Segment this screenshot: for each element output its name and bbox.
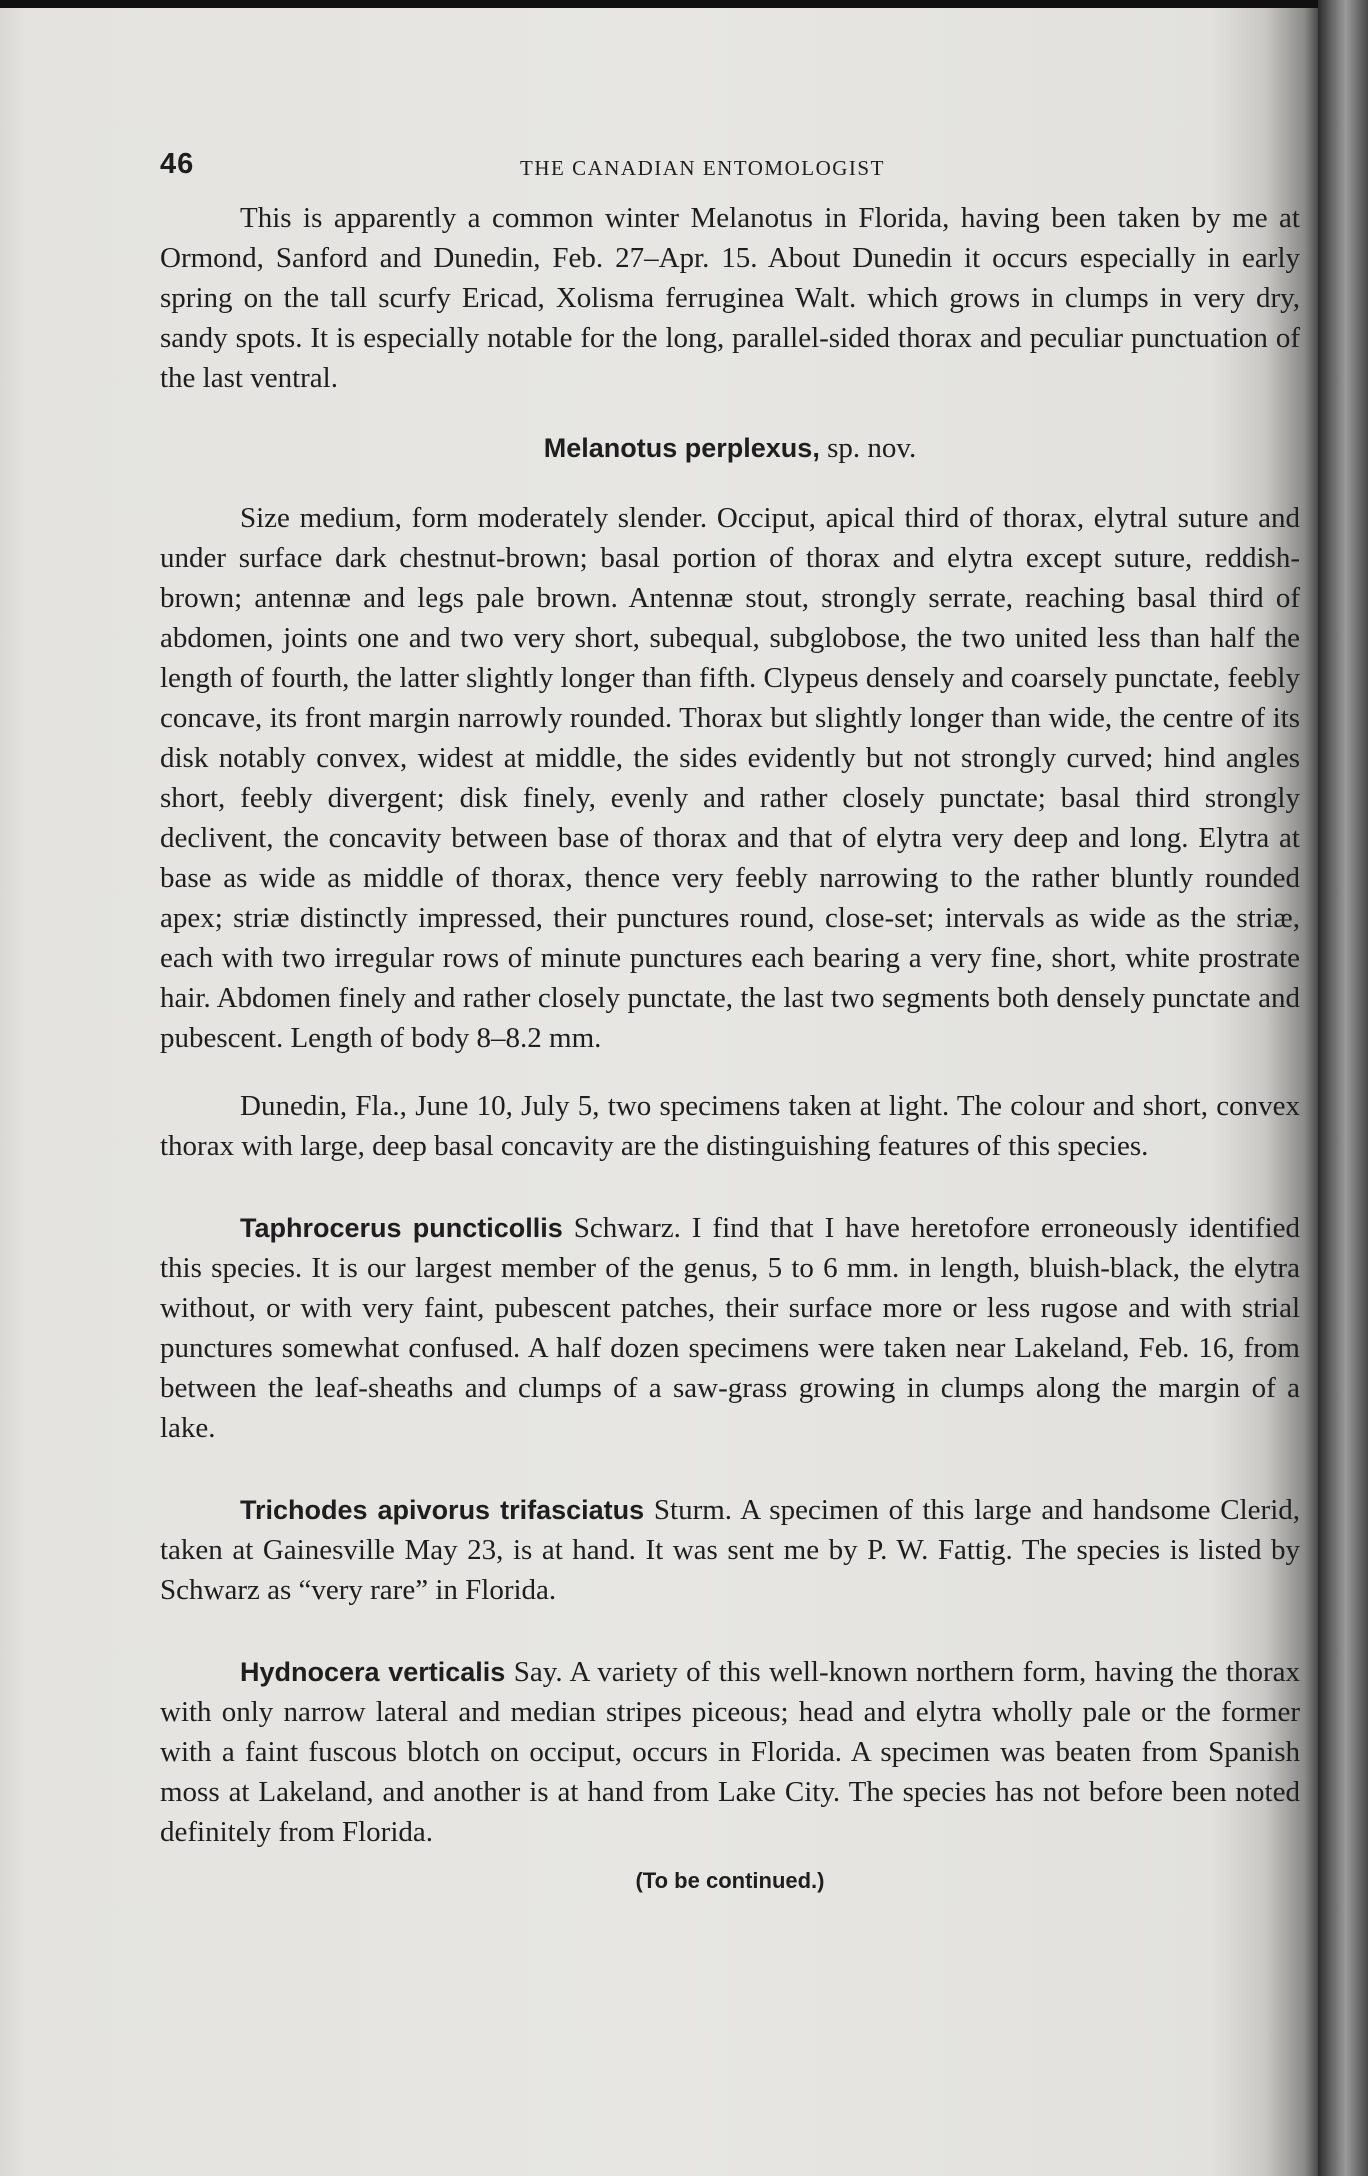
species-heading-melanotus <box>160 428 1300 468</box>
taphrocerus-paragraph <box>160 1208 1300 1448</box>
species-description: Size medium, form moderately slender. Occiput, apical third of thorax, elytral suture and under surface dark chestnut-brown; basal portion of thorax and elytra except suture, reddish-brown; antennæ and legs pale brown. Antennæ stout, strongly serrate, reaching basal third of abdomen, joints one and two very short, subequal, subglobose, the two united less than half the length of fourth, the latter slightly longer than fifth. Clypeus densely and coarsely punctate, feebly concave, its front margin narrowly rounded. Thorax but slightly longer than wide, the centre of its disk notably convex, widest at middle, the sides evidently but not strongly curved; hind angles short, feebly divergent; disk finely, evenly and rather closely punctate; basal third strongly declivent, the concavity between base of thorax and that of elytra very deep and long. Elytra at base as wide as middle of thorax, thence very feebly narrowing to the rather bluntly rounded apex; striæ distinctly impressed, their punctures round, close-set; intervals as wide as the striæ, each with two irregular rows of minute punctures each bearing a very fine, short, white prostrate hair. Abdomen finely and rather closely punctate, the last two segments both densely punctate and pubescent. Length of body 8–8.2 mm. <box>160 502 1300 1054</box>
heading-taxon-status: sp. nov. <box>827 432 917 464</box>
hydnocera-paragraph <box>160 1652 1300 1852</box>
taphrocerus-name: Taphrocerus puncticollis <box>240 1213 563 1243</box>
trichodes-text: Sturm. A specimen of this large and handsome Clerid, taken at Gainesville May 23, is at hand. It was sent me by P. W. Fattig. The species is listed by Schwarz as “very rare” in Florida. <box>160 1494 1301 1606</box>
page-content <box>160 128 1300 1894</box>
journal-title: THE CANADIAN ENTOMOLOGIST <box>520 156 885 180</box>
page-number: 46 <box>160 148 195 180</box>
running-header <box>160 128 1300 180</box>
to-be-continued-note: (To be continued.) <box>635 1868 825 1893</box>
trichodes-paragraph <box>160 1490 1300 1610</box>
hydnocera-name: Hydnocera verticalis <box>240 1657 506 1687</box>
hydnocera-text: Say. A variety of this well-known northern form, having the thorax with only narrow lateral and median stripes piceous; head and elytra wholly pale or the former with a faint fuscous blotch on occiput, occurs in Florida. A specimen was beaten from Spanish moss at Lakeland, and another is at hand from Lake City. The species has not before been noted definitely from Florida. <box>160 1656 1300 1848</box>
heading-taxon-name: Melanotus perplexus, <box>543 433 820 463</box>
trichodes-name: Trichodes apivorus trifasciatus <box>240 1495 645 1525</box>
locality-paragraph: Dunedin, Fla., June 10, July 5, two specimens taken at light. The colour and short, convex thorax with large, deep basal concavity are the distinguishing features of this species. <box>160 1090 1300 1162</box>
page-edge-shadow <box>1318 0 1368 2176</box>
journal-page <box>0 8 1320 2176</box>
taphrocerus-text: Schwarz. I find that I have heretofore erroneously identified this species. It is our largest member of the genus, 5 to 6 mm. in length, bluish-black, the elytra without, or with very faint, pubescent patches, their surface more or less rugose and with strial punctures somewhat confused. A half dozen specimens were taken near Lakeland, Feb. 16, from between the leaf-sheaths and clumps of a saw-grass growing in clumps along the margin of a lake. <box>160 1212 1300 1444</box>
intro-paragraph: This is apparently a common winter Melanotus in Florida, having been taken by me at Ormond, Sanford and Dunedin, Feb. 27–Apr. 15. About Dunedin it occurs especially in early spring on the tall scurfy Ericad, Xolisma ferruginea Walt. which grows in clumps in very dry, sandy spots. It is especially notable for the long, parallel-sided thorax and peculiar punctuation of the last ventral. <box>160 202 1300 394</box>
